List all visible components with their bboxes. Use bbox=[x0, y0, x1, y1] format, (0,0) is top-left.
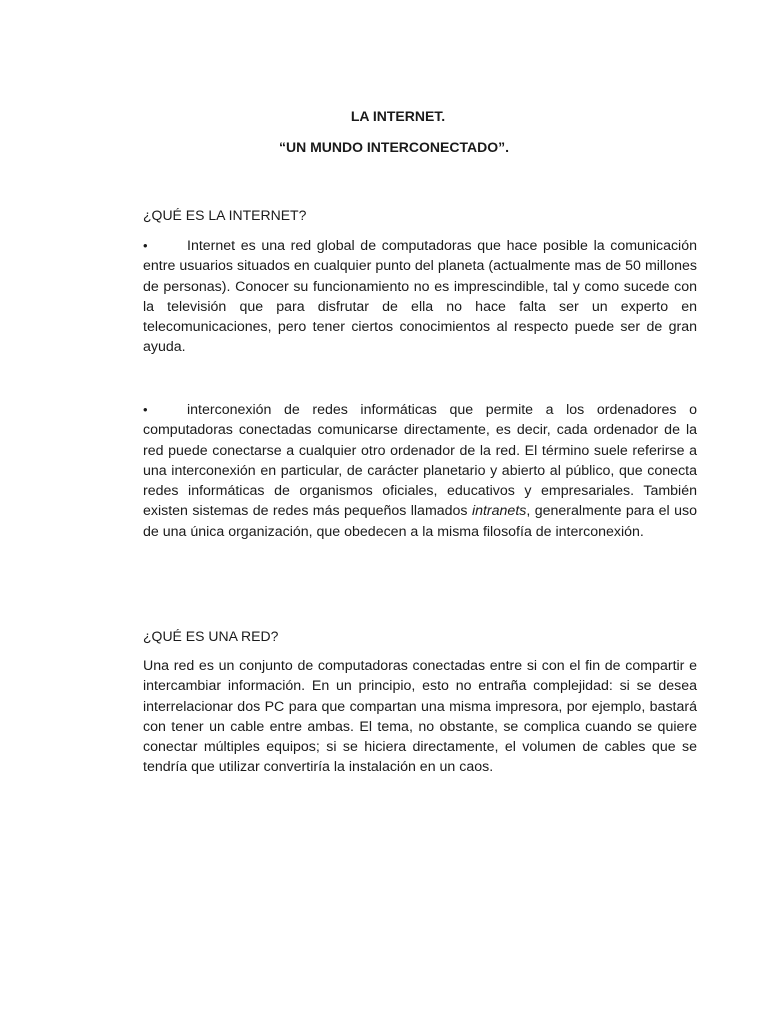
document-subtitle: “UN MUNDO INTERCONECTADO”. bbox=[279, 139, 509, 155]
bullet-text: Internet es una red global de computadoras que hace posible la comunicación entre usuarios situados en cualquier punto del planeta (actualmente mas de 50 millones de personas). Conocer su funcionamiento no es imprescindible, tal y como sucede con la televisión que para disfrutar de ella no hace falta ser un experto en telecomunicaciones, pero tener ciertos conocimientos al respecto puede ser de gran ayuda. bbox=[143, 238, 697, 356]
bullet-marker: • bbox=[143, 238, 148, 253]
section-heading-internet: ¿QUÉ ES LA INTERNET? bbox=[143, 207, 307, 223]
document-title: LA INTERNET. bbox=[350, 108, 446, 124]
section-heading-red: ¿QUÉ ES UNA RED? bbox=[143, 628, 279, 644]
bullet-marker: • bbox=[143, 402, 148, 417]
bullet-paragraph-2 bbox=[143, 400, 697, 542]
bullet-text: interconexión de redes informáticas que permite a los ordenadores o computadoras conectadas comunicarse directamente, es decir, cada ordenador de la red puede conectarse a cualquier otro ordenador de la red. El término suele referirse a una interconexión en particular, de carácter planetario y abierto al público, que conecta redes informáticas de organismos oficiales, educativos y empresariales. También existen sistemas de redes más pequeños llamados bbox=[143, 402, 697, 520]
paragraph-red: Una red es un conjunto de computadoras conectadas entre si con el fin de compartir e intercambiar información. En un principio, esto no entraña complejidad: si se desea interrelacionar dos PC para que compartan una misma impresora, por ejemplo, bastará con tener un cable entre ambas. El tema, no obstante, se complica cuando se quiere conectar múltiples equipos; si se hiciera directamente, el volumen de cables que se tendría que utilizar convertiría la instalación en un caos. bbox=[143, 658, 697, 776]
bullet-text-continued: , generalmente para el uso de una única organización, que obedecen a la misma filosofía de interconexión. bbox=[143, 503, 697, 540]
bullet-paragraph-1 bbox=[143, 236, 697, 358]
italic-term: intranets bbox=[471, 503, 527, 520]
